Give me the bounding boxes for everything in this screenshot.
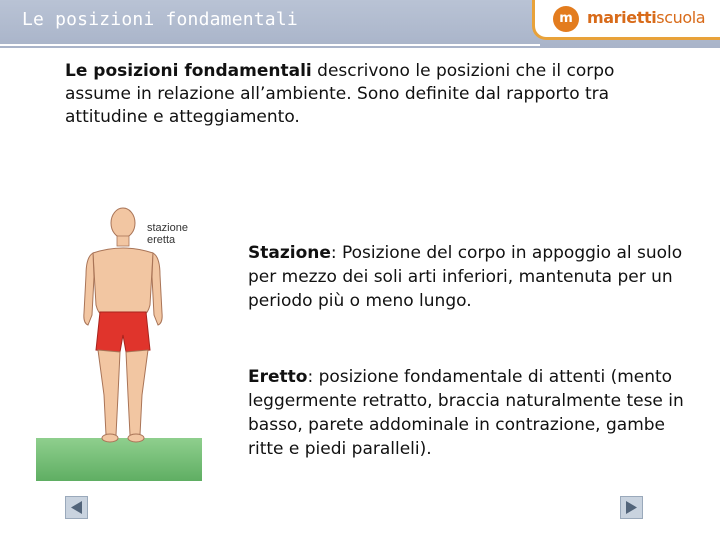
definition-eretto (248, 365, 688, 461)
brand-logo (532, 0, 720, 40)
brand-name-light: scuola (656, 8, 706, 27)
brand-mark-icon: m (553, 6, 579, 32)
header-divider (0, 44, 540, 46)
triangle-left-icon (69, 500, 84, 515)
intro-paragraph (65, 60, 665, 129)
definition-text: : posizione fondamentale di attenti (mento leggermente retratto, braccia naturalmente tese in basso, parete addominale in contrazione, gambe ritte e piedi paralleli). (248, 367, 684, 459)
triangle-right-icon (624, 500, 639, 515)
definition-term: Stazione (248, 243, 331, 263)
definition-term: Eretto (248, 367, 308, 387)
definition-text: : Posizione del corpo in appoggio al suolo per mezzo dei soli arti inferiori, mantenuta per un periodo più o meno lungo. (248, 243, 683, 311)
intro-term: Le posizioni fondamentali (65, 61, 312, 81)
brand-name (587, 8, 705, 27)
standing-figure-illustration (36, 195, 202, 481)
brand-name-bold: marietti (587, 8, 657, 27)
slide-title: Le posizioni fondamentali (22, 9, 298, 30)
definition-stazione (248, 241, 688, 313)
previous-slide-button[interactable] (65, 496, 88, 519)
next-slide-button[interactable] (620, 496, 643, 519)
intro-text: descrivono le posizioni che il corpo assume in relazione all’ambiente. Sono definite dal rapporto tra attitudine e atteggiamento. (65, 61, 615, 127)
figure-caption: stazione eretta (147, 222, 188, 246)
